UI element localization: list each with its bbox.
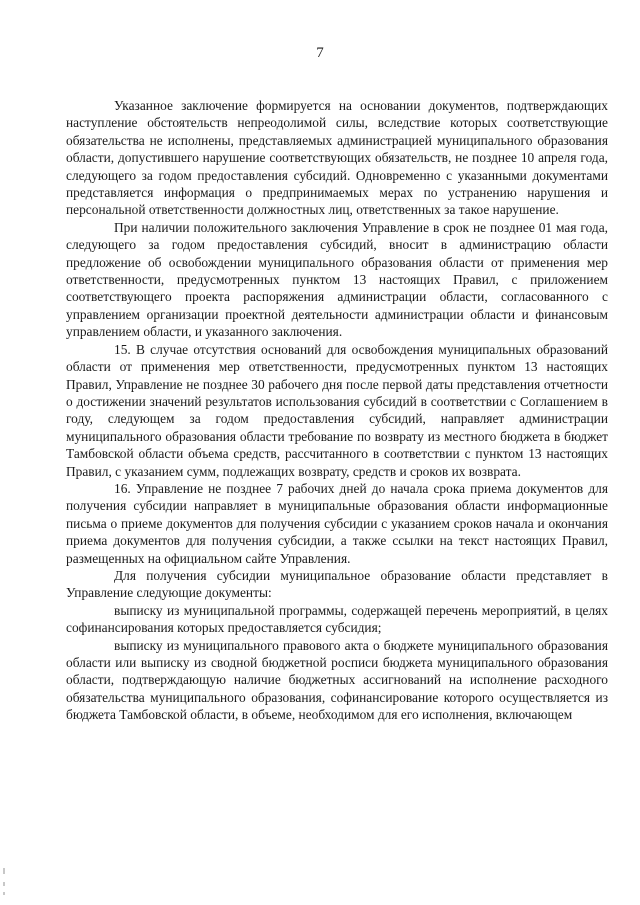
- scan-artifact: [3, 882, 5, 886]
- page-number: 7: [316, 45, 324, 61]
- document-body: [66, 97, 608, 724]
- scan-artifact: [3, 892, 5, 895]
- paragraph-conclusion-formation: Указанное заключение формируется на основании документов, подтверждающих наступление обстоятельств непреодолимой силы, вследствие которых соответствующие обязательства не исполнены, представляемых администрацией муниципального образования области, допустившего нарушение соответствующих обязательств, не позднее 10 апреля года, следующего за годом предоставления субсидий. Одновременно с указанными документами представляется информация о предпринимаемых мерах по устранению нарушения и персональной ответственности должностных лиц, ответственных за такое нарушение.: [66, 98, 608, 218]
- paragraph-clause-15: 15. В случае отсутствия оснований для освобождения муниципальных образований области от применения мер ответственности, предусмотренных пунктом 13 настоящих Правил, Управление не позднее 30 рабочего дня после первой даты представления отчетности о достижении значений результатов использования субсидий в соответствии с Соглашением в году, следующем за годом предоставления субсидий, направляет администрации муниципального образования области требование по возврату из местного бюджета в бюджет Тамбовской области объема средств, рассчитанного в соответствии с пунктом 13 настоящих Правил, с указанием сумм, подлежащих возврату, средств и сроков их возврата.: [66, 341, 608, 479]
- scan-artifact: [3, 868, 5, 874]
- paragraph-clause-16: 16. Управление не позднее 7 рабочих дней до начала срока приема документов для получения субсидии направляет в муниципальные образования области информационные письма о приеме документов для получения субсидии с указанием сроков начала и окончания приема документов для получения субсидии, а также ссылки на текст настоящих Правил, размещенных на официальном сайте Управления.: [66, 480, 608, 566]
- paragraph-positive-conclusion: При наличии положительного заключения Управление в срок не позднее 01 мая года, следующего за годом предоставления субсидий, вносит в администрацию области предложение об освобождении муниципального образования области от применения мер ответственности, предусмотренных пунктом 13 настоящих Правил, с приложением соответствующего проекта распоряжения администрации области, согласованного с управлением организации проектной деятельности администрации области и финансовым управлением области, и указанного заключения.: [66, 219, 608, 340]
- paragraph-documents-intro: Для получения субсидии муниципальное образование области представляет в Управление следующие документы:: [66, 567, 608, 601]
- paragraph-budget-extract: выписку из муниципального правового акта о бюджете муниципального образования области или выписку из сводной бюджетной росписи бюджета муниципального образования области, подтверждающую наличие бюджетных ассигнований на исполнение расходного обязательства муниципального образования, софинансирование которого осуществляется из бюджета Тамбовской области, в объеме, необходимом для его исполнения, включающем: [66, 637, 608, 723]
- paragraph-program-extract: выписку из муниципальной программы, содержащей перечень мероприятий, в целях софинансирования которых предоставляется субсидия;: [66, 602, 608, 636]
